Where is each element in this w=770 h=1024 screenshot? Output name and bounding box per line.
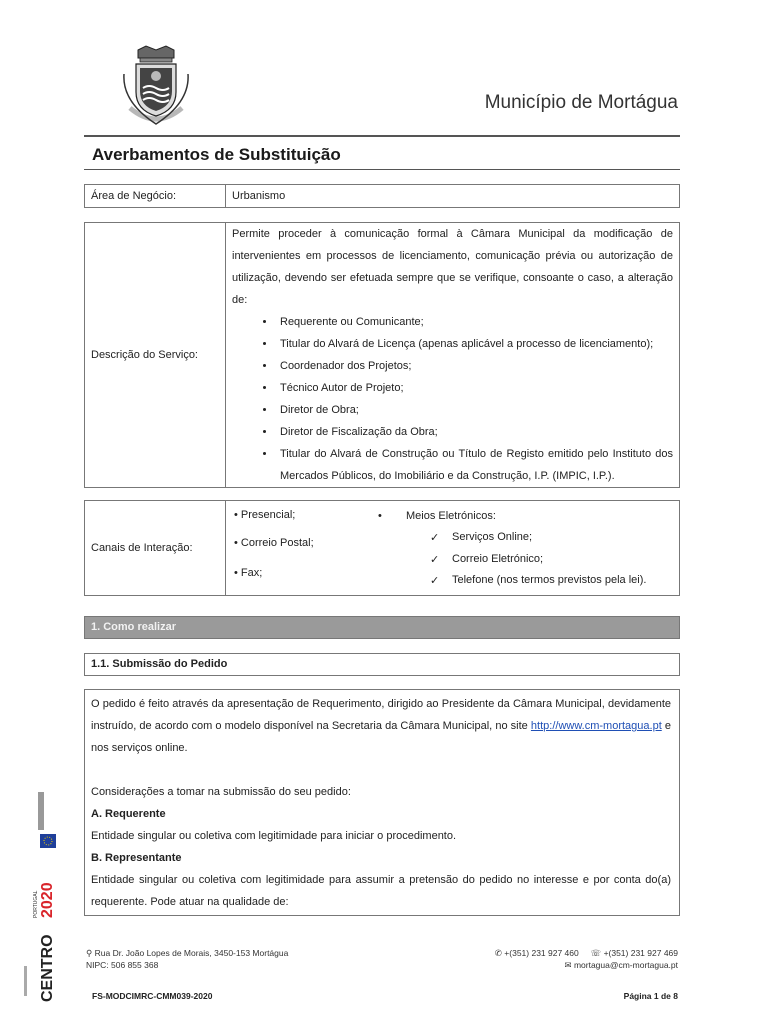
channel-email: Correio Eletrónico; [452, 553, 544, 565]
list-item: • Titular do Alvará de Construção ou Título de Registo emitido pelo Instituto dos Mercados Públicos, do Imobiliário e da Construção, I.P. (IMPIC, I.P.). [276, 443, 673, 487]
footer-nipc: NIPC: 506 855 368 [86, 960, 159, 970]
email-icon: ✉ [564, 960, 572, 970]
check-icon: ✓ [430, 554, 440, 566]
considerations-text: Considerações a tomar na submissão do seu pedido: [91, 786, 351, 798]
service-description-table [84, 222, 680, 488]
funding-logos [20, 790, 60, 1005]
list-item: • Titular do Alvará de Licença (apenas aplicável a processo de licenciamento); [276, 333, 673, 355]
footer-address: Rua Dr. João Lopes de Morais, 3450-153 Mortágua [94, 948, 289, 958]
title-divider [84, 169, 680, 170]
check-icon: ✓ [430, 575, 440, 587]
website-link[interactable]: http://www.cm-mortagua.pt [530, 720, 662, 732]
channel-phone: Telefone (nos termos previstos pela lei). [452, 574, 647, 586]
section-title: 1. Como realizar [91, 621, 176, 633]
footer-address-block [86, 947, 288, 971]
document-title: Averbamentos de Substituição [92, 145, 341, 164]
channel-fax: • Fax; [234, 567, 263, 579]
footer-fax: +(351) 231 927 469 [603, 948, 678, 958]
centro-2020-logo: CENTRO [39, 934, 56, 1002]
phone-icon: ✆ [494, 948, 502, 958]
list-item: • Requerente ou Comunicante; [276, 311, 673, 333]
service-description-label: Descrição do Serviço: [85, 223, 226, 488]
business-area-table [84, 184, 680, 208]
municipality-name: Município de Mortágua [484, 92, 678, 113]
eu-flag-icon [40, 834, 56, 848]
service-description-list [232, 311, 673, 487]
footer-phone: +(351) 231 927 460 [504, 948, 579, 958]
service-description-intro: Permite proceder à comunicação formal à Câmara Municipal da modificação de intervenientes em processos de licenciamento, comunicação prévia ou autorização de utilização, devendo ser efetuada sempre que se verifique, consoante o caso, a alteração de: [232, 228, 673, 306]
list-item: • Coordenador dos Projetos; [276, 355, 673, 377]
channel-online: Serviços Online; [452, 531, 533, 543]
submission-body [84, 689, 680, 916]
page-number: Página 1 de 8 [623, 991, 678, 1001]
list-item: • Diretor de Fiscalização da Obra; [276, 421, 673, 443]
channels-label: Canais de Interação: [85, 501, 226, 596]
representante-text: Entidade singular ou coletiva com legitimidade para assumir a pretensão do pedido no interesse e por conta do(a) requerente. Pode atuar na qualidade de: [91, 874, 671, 908]
channel-correio-postal: • Correio Postal; [234, 537, 314, 549]
list-item: • Técnico Autor de Projeto; [276, 377, 673, 399]
channel-electronic-title: Meios Eletrónicos: [406, 510, 496, 522]
fax-icon: ☏ [590, 948, 602, 958]
check-icon: ✓ [430, 532, 440, 544]
location-pin-icon: ⚲ [86, 948, 93, 958]
municipal-crest-icon [116, 44, 196, 126]
business-area-value: Urbanismo [226, 185, 680, 208]
svg-text:PORTUGAL: PORTUGAL [33, 890, 39, 918]
requerente-text: Entidade singular ou coletiva com legitimidade para iniciar o procedimento. [91, 830, 457, 842]
document-code: FS-MODCIMRC-CMM039-2020 [92, 991, 213, 1001]
footer-contact-block [495, 947, 678, 971]
submission-intro: O pedido é feito através da apresentação de Requerimento, dirigido ao Presidente da Câmara Municipal, devidamente instruído, de acordo com o modelo disponível na Secretaria da Câmara Municipal, no site http://www.cm-mortagua.pt e nos serviços online. [91, 698, 671, 754]
channels-table [84, 500, 680, 596]
footer-email: mortagua@cm-mortagua.pt [573, 960, 678, 970]
header-divider [84, 135, 680, 137]
bullet-icon: • [378, 510, 382, 522]
section-how-to-header [84, 616, 680, 639]
portugal-2020-logo: 2020 [39, 882, 56, 918]
subsection-title: 1.1. Submissão do Pedido [91, 658, 228, 670]
channel-presencial: • Presencial; [234, 509, 296, 521]
list-item: • Diretor de Obra; [276, 399, 673, 421]
representante-heading: B. Representante [91, 852, 182, 864]
subsection-submission-header [84, 653, 680, 676]
business-area-label: Área de Negócio: [85, 185, 226, 208]
requerente-heading: A. Requerente [91, 808, 166, 820]
